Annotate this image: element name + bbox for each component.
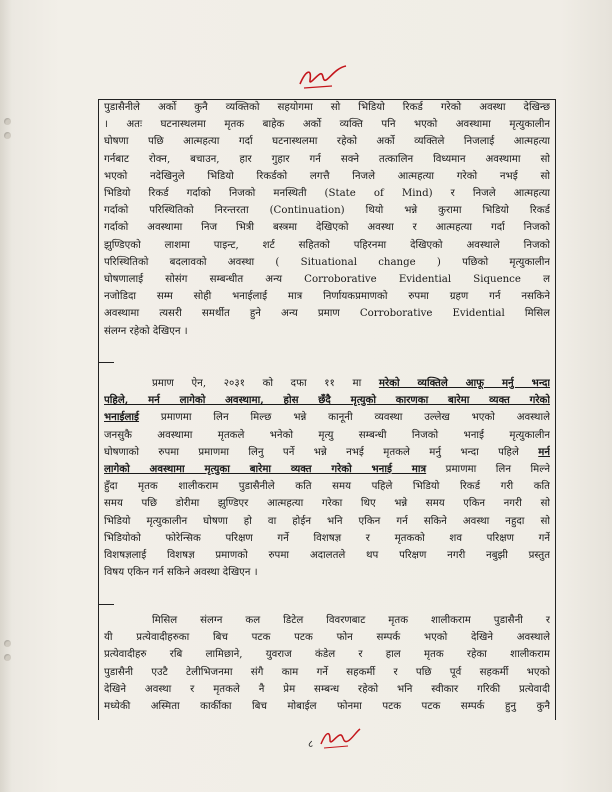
bold-underlined-text: मर्न (538, 445, 550, 458)
text-line: पुडासैनीले अर्को कुनै व्यक्तिको सहयोगमा सो भिडियो रिकर्ड गरेको अवस्था देखिन्छ (104, 102, 550, 113)
bold-underlined-text: भनाईलाई (104, 411, 140, 424)
text-run: प्रमाणमा लिन मिल्ने (426, 464, 550, 476)
paragraph-1 (104, 99, 550, 340)
text-line: समय पछि डोरीमा झुण्डिएर आत्महत्या गरेका थिए भन्ने समय एकिन नगरी सो (104, 498, 550, 510)
punch-hole (4, 640, 11, 647)
text-line: प्रत्येवादीहरु रबि लामिछाने, युवराज कंडेल र हाल मृतक रहेका शालीकराम (104, 649, 550, 661)
punch-hole-margin (2, 0, 16, 792)
bold-underlined-text: लागेको अवस्थामा मृत्युका बारेमा व्यक्त गरेको भनाई मात्र (104, 463, 427, 476)
bold-underlined-text: मरेको व्यक्तिले आफू मर्नु भन्दा (378, 377, 550, 389)
text-line (104, 444, 550, 461)
text-run: प्रमाण ऐन, २०३१ को दफा ११ मा (152, 378, 379, 389)
text-line: घोषणा पछि आत्महत्या गर्दा घटनास्थलमा रहेको अर्को व्यक्तिले निजलाई आत्महत्या (104, 136, 550, 148)
text-line: संलग्न रहेको देखिएन । (104, 325, 188, 337)
text-line: हुँदा मृतक शालीकराम पुडासैनीले कति समय पहिले भिडियो रिकर्ड गरी कति (104, 481, 550, 493)
text-line: घोषणालाई सोसंग सम्बन्धीत अन्य Corroborative Evidential Siquence ल (104, 274, 550, 286)
text-line (104, 375, 550, 392)
paragraph-3 (104, 612, 550, 715)
text-line: भएको नदेखिनुले भिडियो रिकर्डको लगत्तै निजले आत्महत्या गरेको नभई सो (104, 170, 550, 182)
text-line: गर्दाको अवस्थामा निज भित्री बस्त्रमा देखिएको अवस्था र आत्महत्या गर्दा निजको (104, 222, 550, 234)
text-line: भिडियो मृत्युकालीन घोषणा हो वा होईन भनि एकिन गर्न सकिने अवस्था नहुदा सो (104, 515, 550, 527)
text-line: मध्येकी अस्मिता कार्कीका बिच मोबाईल फोनमा पटक पटक सम्पर्क हुनु कुनै (104, 701, 550, 713)
signature-icon (296, 62, 350, 92)
text-line: झुण्डिएको लाशमा पाइन्ट, शर्ट सहितको पहिरनमा देखिएको अवस्थाले निजको (104, 239, 550, 251)
text-line: विषय एकिन गर्न सकिने अवस्था देखिएन । (104, 567, 258, 579)
bottom-initial-signature (318, 726, 362, 752)
text-line: यी प्रत्येवादीहरुका बिच पटक पटक फोन सम्पर्क भएको देखिने अवस्थाले (104, 632, 550, 644)
text-line: पुडासैनी एउटै टेलीभिजनमा संगै काम गर्ने सहकर्मी र पछि पूर्व सहकर्मी भएको (104, 666, 550, 678)
paragraph-marker (98, 362, 114, 363)
text-run: प्रमाणमा लिन मिल्छ भन्ने कानूनी व्यवस्था उल्लेख भएको अवस्थाले (139, 412, 550, 424)
text-line: गर्नबाट रोक्न, बचाउन, हार गुहार गर्न सक्ने तत्कालिन विध्यमान अवस्थामा सो (104, 153, 550, 165)
punch-hole (4, 654, 11, 661)
top-initial-signature (296, 62, 350, 92)
paragraph-2 (104, 375, 550, 581)
signature-icon (318, 726, 362, 752)
text-line (104, 461, 550, 478)
punch-hole (4, 132, 11, 139)
bold-underlined-line: पहिले, मर्न लागेको अवस्थामा, होस छँदै मृत्युको कारणका बारेमा व्यक्त गरेको (104, 394, 550, 407)
paragraph-marker (98, 604, 114, 605)
text-line: भिडियोको फोरेन्सिक परिक्षण गर्ने विशषज्ञ र मृतकको शव परिक्षण गर्ने (104, 532, 550, 544)
page-number: ८ (308, 739, 314, 750)
text-line: । अतः घटनास्थलमा मृतक बाहेक अर्को व्यक्ति पनि भएको अवस्थामा मृत्युकालीन (104, 119, 550, 131)
text-line: अवस्थामा त्यसरी समर्थीत हुने अन्य प्रमाण Corroborative Evidential मिसिल (104, 308, 550, 320)
text-line: परिस्थितिको बदलावको अवस्था ( Situational change ) पछिको मृत्युकालीन (104, 256, 550, 268)
text-line: मिसिल संलग्न कल डिटेल विवरणबाट मृतक शालीकराम पुडासैनी र (152, 615, 550, 626)
text-line (104, 409, 550, 426)
punch-hole (4, 118, 11, 125)
text-line: नजोडिदा सम्म सोही भनाईलाई मात्र निर्णायकप्रमाणको रुपमा ग्रहण गर्न नसकिने (104, 291, 550, 303)
text-line: देखिने अवस्था र मृतकले नै प्रेम सम्बन्ध रहेको भनि स्वीकार गरिकी प्रत्येवादी (104, 683, 550, 695)
text-line: जनसुकै अवस्थामा मृतकले भनेको मृत्यु सम्बन्धी निजको भनाई मृत्युकालीन (104, 429, 550, 441)
text-run: घोषणाको रुपमा प्रमाणमा लिनु पर्ने भन्ने नभई मृतकले मर्नु भन्दा पहिले (104, 446, 539, 458)
text-line: गर्दाको परिस्थितिको निरन्तरता (Continuation) थियो भन्ने कुरामा भिडियो रिकर्ड (104, 205, 550, 217)
text-line: विशषज्ञलाई विशषज्ञ प्रमाणको रुपमा अदालतले थप परिक्षण नगरी नबुझी प्रस्तुत (104, 550, 550, 562)
text-line: भिडियो रिकर्ड गर्दाको निजको मनस्थिती (State of Mind) र निजले आत्महत्या (104, 188, 550, 200)
